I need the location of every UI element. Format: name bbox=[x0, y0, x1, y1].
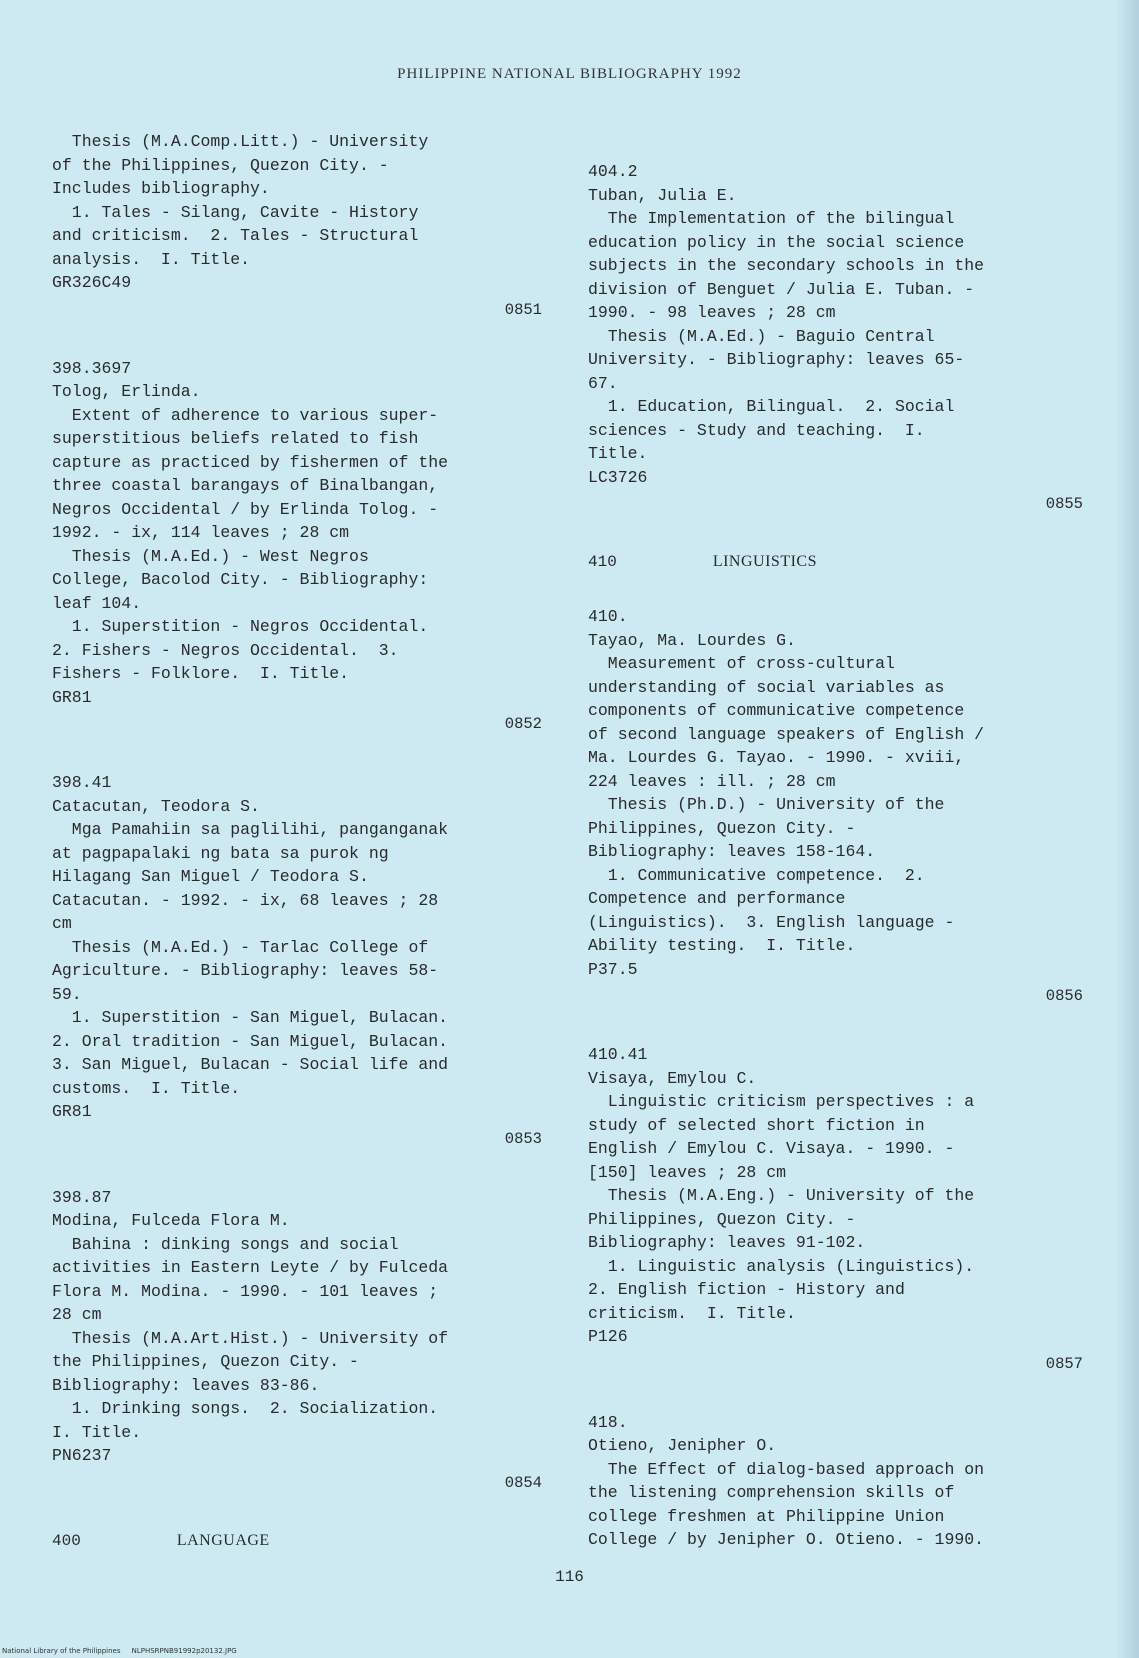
entry-line: Philippines, Quezon City. - bbox=[588, 818, 856, 838]
entry-number: 0857 bbox=[1045, 1354, 1083, 1373]
section-spacer bbox=[617, 553, 713, 571]
section-title: LANGUAGE bbox=[176, 1531, 270, 1549]
entry-line: and criticism. 2. Tales - Structural bbox=[52, 226, 419, 245]
entry-line: The Effect of dialog-based approach on bbox=[588, 1459, 985, 1479]
page-header: PHILIPPINE NATIONAL BIBLIOGRAPHY 1992 bbox=[397, 66, 742, 82]
entry-line: activities in Eastern Leyte / by Fulceda bbox=[52, 1258, 449, 1277]
entry-spacer bbox=[588, 573, 1093, 605]
entry-line: Mga Pamahiin sa paglilihi, panganganak bbox=[52, 820, 449, 839]
entry-line: leaf 104. bbox=[52, 593, 142, 613]
entry-spacer bbox=[588, 1011, 1093, 1043]
entry-line: Negros Occidental / by Erlinda Tolog. - bbox=[52, 499, 439, 519]
section-heading bbox=[588, 551, 1093, 573]
entry-line: Agriculture. - Bibliography: leaves 58- bbox=[52, 961, 439, 980]
entry-number: 0854 bbox=[504, 1473, 542, 1492]
entry-spacer bbox=[52, 739, 552, 771]
entry-line: Ma. Lourdes G. Tayao. - 1990. - xviii, bbox=[588, 748, 965, 767]
right-column bbox=[588, 160, 1093, 1552]
section-spacer bbox=[81, 1532, 177, 1550]
entry-line: Flora M. Modina. - 1990. - 101 leaves ; bbox=[52, 1281, 439, 1301]
entry-spacer bbox=[588, 519, 1093, 551]
entry-number: 0852 bbox=[504, 715, 542, 733]
entry-number: 0851 bbox=[504, 300, 542, 319]
entry-line: GR326C49 bbox=[52, 273, 132, 292]
entry-line: 1. Tales - Silang, Cavite - History bbox=[52, 202, 419, 222]
entry-line: Thesis (Ph.D.) - University of the bbox=[588, 795, 945, 814]
entry-spacer bbox=[52, 325, 552, 357]
entry-line: 1990. - 98 leaves ; 28 cm bbox=[588, 303, 836, 322]
entry-line: Thesis (M.A.Ed.) - Baguio Central bbox=[588, 326, 935, 346]
entry-line: understanding of social variables as bbox=[588, 677, 945, 697]
entry-line: analysis. I. Title. bbox=[52, 249, 251, 269]
entry-line: college freshmen at Philippine Union bbox=[588, 1506, 945, 1526]
entry-line: the listening comprehension skills of bbox=[588, 1483, 955, 1502]
entry-line: 2. Oral tradition - San Miguel, Bulacan. bbox=[52, 1031, 449, 1051]
left-column bbox=[52, 130, 552, 1552]
entry-line: 418. bbox=[588, 1412, 628, 1432]
entry-line: Catacutan, Teodora S. bbox=[52, 796, 260, 816]
entry-line: Extent of adherence to various super- bbox=[52, 405, 439, 425]
entry-spacer bbox=[52, 1154, 552, 1186]
entry-line: sciences - Study and teaching. I. bbox=[588, 420, 925, 440]
entry-line: Thesis (M.A.Ed.) - Tarlac College of bbox=[52, 937, 429, 957]
entry-line: 1. Linguistic analysis (Linguistics). bbox=[588, 1256, 975, 1276]
entry-line: 398.41 bbox=[52, 773, 112, 792]
entry-line: Bahina : dinking songs and social bbox=[52, 1234, 399, 1254]
entry-line: Thesis (M.A.Comp.Litt.) - University bbox=[52, 132, 429, 151]
entry-line: 1. Superstition - Negros Occidental. bbox=[52, 617, 429, 636]
entry-line: I. Title. bbox=[52, 1422, 142, 1442]
entry-line: Modina, Fulceda Flora M. bbox=[52, 1211, 290, 1230]
entry-line: Otieno, Jenipher O. bbox=[588, 1436, 777, 1455]
entry-line: Thesis (M.A.Ed.) - West Negros bbox=[52, 546, 369, 566]
entry-line: Tayao, Ma. Lourdes G. bbox=[588, 630, 796, 650]
entry-line: 1. Superstition - San Miguel, Bulacan. bbox=[52, 1008, 449, 1027]
entry-number: 0853 bbox=[504, 1129, 542, 1148]
entry-line: customs. I. Title. bbox=[52, 1078, 241, 1098]
entry-line: Title. bbox=[588, 444, 648, 463]
entry-line: The Implementation of the bilingual bbox=[588, 209, 955, 228]
entry-line: 59. bbox=[52, 984, 82, 1004]
section-code: 400 bbox=[52, 1531, 81, 1550]
entry-line: Bibliography: leaves 91-102. bbox=[588, 1233, 866, 1252]
entry-line: P126 bbox=[588, 1327, 628, 1346]
entry-line: capture as practiced by fishermen of the bbox=[52, 452, 449, 472]
entry-line: Visaya, Emylou C. bbox=[588, 1068, 757, 1088]
entry-line: division of Benguet / Julia E. Tuban. - bbox=[588, 279, 975, 299]
entry-line: 404.2 bbox=[588, 162, 638, 181]
entry-line: 398.3697 bbox=[52, 358, 132, 378]
entry-line: Ability testing. I. Title. bbox=[588, 936, 856, 955]
entry-line: 2. English fiction - History and bbox=[588, 1280, 905, 1299]
entry-line: 28 cm bbox=[52, 1305, 102, 1324]
entry-line: 1. Drinking songs. 2. Socialization. bbox=[52, 1399, 439, 1418]
entry-line: 398.87 bbox=[52, 1187, 112, 1207]
entry-line: College, Bacolod City. - Bibliography: bbox=[52, 570, 429, 589]
entry-line: LC3726 bbox=[588, 467, 648, 487]
entry-line: Hilagang San Miguel / Teodora S. bbox=[52, 867, 369, 886]
entry-line: English / Emylou C. Visaya. - 1990. - bbox=[588, 1139, 955, 1158]
entry-line: of second language speakers of English / bbox=[588, 724, 985, 744]
entry-line: GR81 bbox=[52, 687, 92, 707]
page-edge-shadow bbox=[1115, 0, 1139, 1658]
entry-line: 3. San Miguel, Bulacan - Social life and bbox=[52, 1055, 449, 1074]
entry-line: GR81 bbox=[52, 1102, 92, 1121]
entry-line: 2. Fishers - Negros Occidental. 3. bbox=[52, 640, 399, 660]
entry-line: the Philippines, Quezon City. - bbox=[52, 1352, 359, 1371]
entry-line: [150] leaves ; 28 cm bbox=[588, 1162, 787, 1182]
entry-spacer bbox=[52, 1498, 552, 1530]
scan-footer: National Library of the Philippines NLPHSRPNB91992p20132.JPG bbox=[2, 1647, 237, 1655]
entry-line: 1. Communicative competence. 2. bbox=[588, 865, 925, 885]
entry-line: Thesis (M.A.Eng.) - University of the bbox=[588, 1186, 975, 1205]
entry-line: PN6237 bbox=[52, 1446, 112, 1465]
entry-line: Bibliography: leaves 158-164. bbox=[588, 842, 876, 861]
entry-line: three coastal barangays of Binalbangan, bbox=[52, 476, 439, 495]
entry-line: subjects in the secondary schools in the bbox=[588, 256, 985, 275]
entry-line: Catacutan. - 1992. - ix, 68 leaves ; 28 bbox=[52, 890, 439, 910]
entry-line: P37.5 bbox=[588, 959, 638, 979]
entry-line: College / by Jenipher O. Otieno. - 1990. bbox=[588, 1530, 985, 1549]
entry-line: Thesis (M.A.Art.Hist.) - University of bbox=[52, 1328, 449, 1348]
entry-line: superstitious beliefs related to fish bbox=[52, 429, 419, 448]
section-code: 410 bbox=[588, 553, 617, 571]
entry-line: Competence and performance bbox=[588, 889, 846, 908]
entry-line: University. - Bibliography: leaves 65- bbox=[588, 350, 965, 369]
entry-line: at pagpapalaki ng bata sa purok ng bbox=[52, 843, 389, 863]
entry-line: Philippines, Quezon City. - bbox=[588, 1209, 856, 1229]
entry-line: of the Philippines, Quezon City. - bbox=[52, 155, 389, 175]
entry-line: 410. bbox=[588, 607, 628, 626]
entry-spacer bbox=[588, 1379, 1093, 1411]
entry-line: 410.41 bbox=[588, 1045, 648, 1064]
entry-line: Tolog, Erlinda. bbox=[52, 382, 201, 401]
entry-line: Bibliography: leaves 83-86. bbox=[52, 1375, 320, 1395]
entry-number: 0855 bbox=[1045, 495, 1083, 513]
entry-number: 0856 bbox=[1045, 987, 1083, 1005]
entry-line: Includes bibliography. bbox=[52, 179, 270, 198]
entry-line: cm bbox=[52, 914, 72, 933]
entry-line: education policy in the social science bbox=[588, 232, 965, 252]
entry-line: components of communicative competence bbox=[588, 701, 965, 720]
entry-line: 67. bbox=[588, 373, 618, 393]
entry-line: Fishers - Folklore. I. Title. bbox=[52, 664, 350, 683]
entry-line: 1992. - ix, 114 leaves ; 28 cm bbox=[52, 523, 350, 542]
section-heading bbox=[52, 1530, 552, 1552]
entry-line: criticism. I. Title. bbox=[588, 1303, 796, 1323]
entry-line: 1. Education, Bilingual. 2. Social bbox=[588, 397, 955, 416]
section-title: LINGUISTICS bbox=[712, 553, 817, 570]
entry-line: Tuban, Julia E. bbox=[588, 185, 737, 205]
page-number: 116 bbox=[555, 1568, 584, 1586]
entry-line: Measurement of cross-cultural bbox=[588, 654, 895, 673]
entry-line: study of selected short fiction in bbox=[588, 1115, 925, 1135]
entry-line: 224 leaves : ill. ; 28 cm bbox=[588, 771, 836, 791]
entry-line: (Linguistics). 3. English language - bbox=[588, 912, 955, 932]
entry-line: Linguistic criticism perspectives : a bbox=[588, 1092, 975, 1111]
